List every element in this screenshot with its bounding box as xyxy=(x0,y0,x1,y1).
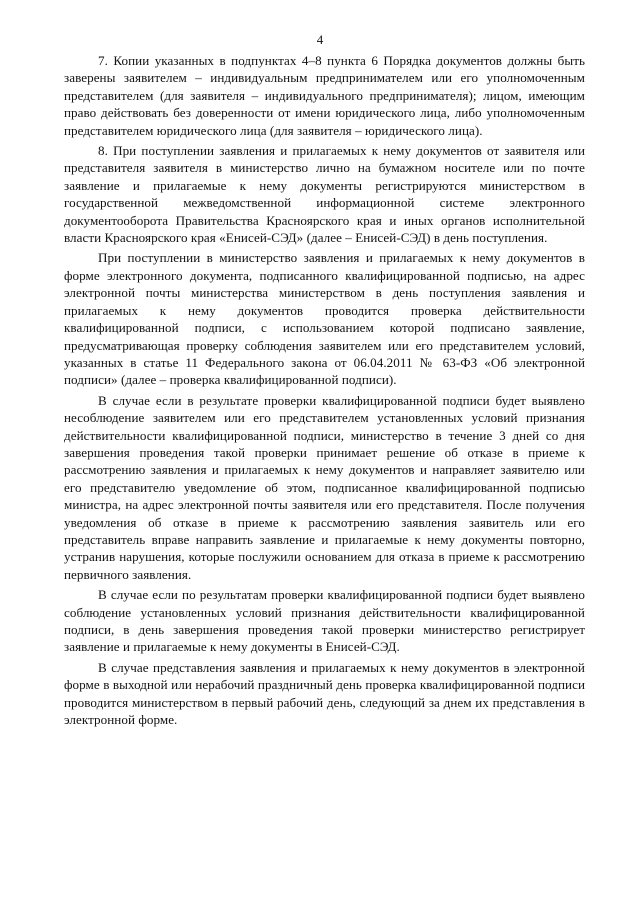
document-body xyxy=(64,52,585,731)
page-number: 4 xyxy=(316,32,324,47)
paragraph-signature-violation: В случае если в результате проверки квалифицированной подписи будет выявлено несоблюдение заявителем или его представителем установленных условий признания действительности квалифицированной подписи, министерство в течение 3 дней со дня завершения проведения такой проверки принимает решение об отказе в приеме к рассмотрению заявления и прилагаемых к нему документов и направляет заявителю или его представителю уведомление об этом, подписанное квалифицированной подписью министра, на адрес электронной почты заявителя или его представителя. После получения уведомления об отказе в приеме к рассмотрению заявления заявитель или его представитель вправе направить заявление и прилагаемые к нему документы повторно, устранив нарушения, которые послужили основанием для отказа в приеме к рассмотрению первичного заявления. xyxy=(64,392,585,582)
paragraph-holiday-submission: В случае представления заявления и прилагаемых к нему документов в электронной форме в выходной или нерабочий праздничный день проверка квалифицированной подписи проводится министерством в первый рабочий день, следующий за днем их представления в электронной форме. xyxy=(64,659,585,728)
paragraph-electronic-submission: При поступлении в министерство заявления и прилагаемых к нему документов в форме электронного документа, подписанного квалифицированной подписью, на адрес электронной почты министерства министерством в день поступления заявления и прилагаемых к нему документов проводится проверка действительности квалифицированной подписи, с использованием которой подписано заявление, предусматривающая проверку соблюдения заявителем или его представителем условий, указанных в статье 11 Федерального закона от 06.04.2011 № 63-ФЗ «Об электронной подписи» (далее – проверка квалифицированной подписи). xyxy=(64,250,585,388)
paragraph-item-8: 8. При поступлении заявления и прилагаемых к нему документов от заявителя или представителя заявителя в министерство лично на бумажном носителе или по почте заявление и прилагаемые к нему документы регистрируются министерством в государственной межведомственной информационной системе электронного документооборота Правительства Красноярского края и иных органов исполнительной власти Красноярского края «Енисей-СЭД» (далее – Енисей-СЭД) в день поступления. xyxy=(64,143,585,246)
paragraph-signature-compliance: В случае если по результатам проверки квалифицированной подписи будет выявлено соблюдение установленных условий признания действительности квалифицированной подписи, в день завершения проведения такой проверки министерство регистрирует заявление и прилагаемые к нему документы в Енисей-СЭД. xyxy=(64,587,585,655)
paragraph-item-7: 7. Копии указанных в подпунктах 4–8 пункта 6 Порядка документов должны быть заверены заявителем – индивидуальным предпринимателем или его уполномоченным представителем (для заявителя – индивидуального предпринимателя); лицом, имеющим право действовать без доверенности от имени юридического лица, либо уполномоченным представителем юридического лица (для заявителя – юридического лица). xyxy=(64,53,585,138)
